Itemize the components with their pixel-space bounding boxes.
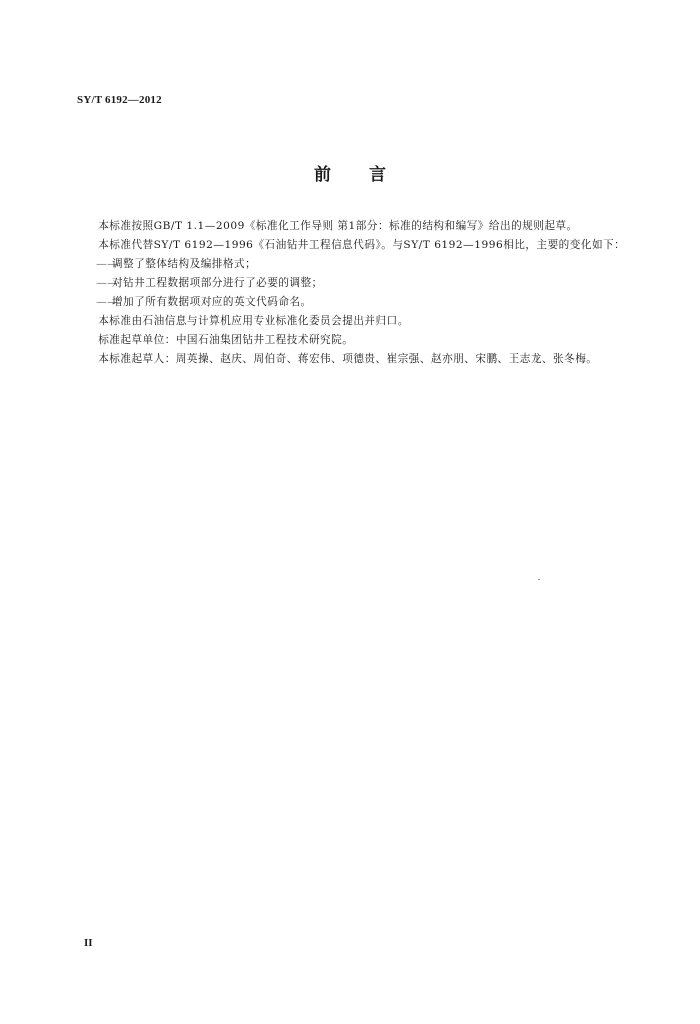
change-item-text: 增加了所有数据项对应的英文代码命名。 (111, 296, 312, 308)
paragraph-drafting-unit: 标准起草单位：中国石油集团钻井工程技术研究院。 (98, 334, 354, 346)
item-dash: —— (96, 296, 119, 308)
paragraph-drafting-rules: 本标准按照GB/T 1.1—2009《标准化工作导则 第1部分：标准的结构和编写》给出的规则起草。 (98, 220, 578, 232)
paragraph-replaces: 本标准代替SY/T 6192—1996《石油钻井工程信息代码》。与SY/T 6192—1996相比，主要的变化如下： (98, 239, 626, 251)
paragraph-drafters: 本标准起草人：周英操、赵庆、周伯奇、蒋宏伟、项德贵、崔宗强、赵亦朋、宋鹏、王志龙、张冬梅。 (98, 353, 598, 365)
page-number: II (84, 937, 93, 949)
paragraph-proposer: 本标准由石油信息与计算机应用专业标准化委员会提出并归口。 (98, 315, 409, 327)
change-item (77, 275, 628, 291)
item-dash: —— (96, 258, 119, 270)
foreword-body (77, 218, 628, 370)
scan-speck (538, 579, 540, 580)
change-item-text: 调整了整体结构及编排格式； (111, 258, 257, 270)
page-title: 前言 (314, 165, 424, 185)
change-item (77, 294, 628, 310)
item-dash: —— (96, 277, 119, 289)
change-item (77, 256, 628, 272)
change-item-text: 对钻井工程数据项部分进行了必要的调整； (111, 277, 323, 289)
standard-code: SY/T 6192—2012 (77, 94, 162, 106)
